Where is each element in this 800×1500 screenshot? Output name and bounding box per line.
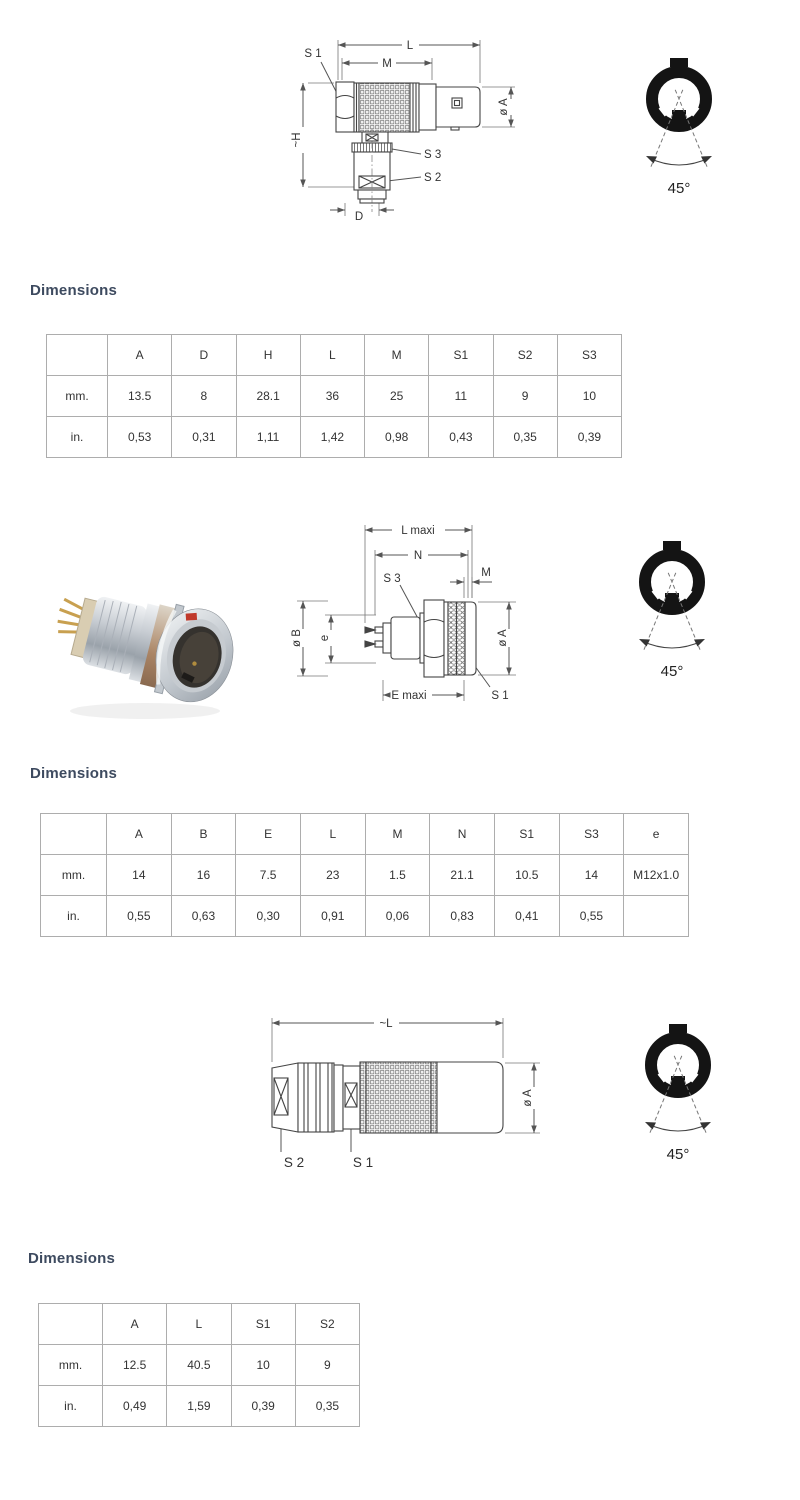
value-cell: 25 [365,376,429,417]
value-cell [624,896,689,937]
row-label: mm. [47,376,108,417]
dim-label-N: N [413,550,423,562]
ring-top-tab [670,58,688,67]
header-cell: S3 [559,814,624,855]
value-cell: 0,39 [231,1386,295,1427]
angle-value: 45° [666,1146,690,1163]
arc-arrowhead [645,1122,656,1130]
section-heading: Dimensions [30,282,118,299]
angle-arc [648,1124,708,1131]
header-cell: L [167,1304,231,1345]
value-cell: 0,39 [557,417,621,458]
value-cell: 0,30 [236,896,301,937]
table-row-mm [41,855,689,896]
header-cell: e [624,814,689,855]
header-cell: S2 [493,335,557,376]
arc-arrowhead [701,156,712,164]
value-cell: 0,41 [494,896,559,937]
value-cell: 0,06 [365,896,430,937]
header-cell: S1 [231,1304,295,1345]
connector-photo [50,558,240,728]
angle-value: 45° [660,663,684,680]
header-cell [41,814,107,855]
value-cell: 0,49 [103,1386,167,1427]
table-header-row [47,335,622,376]
header-cell: D [172,335,236,376]
section-heading: Dimensions [28,1250,116,1267]
receptacle-technical-drawing [280,505,570,720]
photo-shadow [70,703,220,719]
value-cell: 0,83 [430,896,495,937]
dimensions-table-2 [40,813,689,937]
value-cell: 10 [231,1345,295,1386]
header-cell: L [300,335,364,376]
table-row-in [47,417,622,458]
value-cell: 13.5 [108,376,172,417]
angle-arc [649,158,709,165]
value-cell: 1,11 [236,417,300,458]
value-cell: 21.1 [430,855,495,896]
dim-label-M: M [481,567,491,579]
header-cell: S2 [295,1304,359,1345]
connector-body [336,82,480,203]
value-cell: 0,91 [300,896,365,937]
value-cell: 0,98 [365,417,429,458]
value-cell: 14 [559,855,624,896]
arc-arrowhead [694,639,705,647]
dim-label-e: e [319,634,331,642]
dim-label-S3: S 3 [424,149,442,161]
value-cell: 7.5 [236,855,301,896]
photo-connector [50,575,240,710]
ring-top-tab [663,541,681,550]
value-cell: 28.1 [236,376,300,417]
row-label: in. [47,417,108,458]
ring-top-tab [669,1024,687,1033]
value-cell: 9 [295,1345,359,1386]
dim-label-Lmaxi: L maxi [401,525,435,537]
table-header-row [41,814,689,855]
dimension-lines [303,530,509,695]
header-cell: H [236,335,300,376]
dim-label-diaA: ø A [497,629,509,647]
value-cell: 0,53 [108,417,172,458]
value-cell: 0,35 [493,417,557,458]
header-cell: A [103,1304,167,1345]
dimensions-table-3 [38,1303,360,1427]
table-header-row [39,1304,360,1345]
dim-label-diaA: ø A [498,98,510,116]
value-cell: 16 [171,855,236,896]
dim-label-L: L [406,40,414,52]
value-cell: 10.5 [494,855,559,896]
value-cell: 12.5 [103,1345,167,1386]
header-cell: E [236,814,301,855]
value-cell: 9 [493,376,557,417]
dim-label-Emaxi: E maxi [391,690,427,702]
header-cell: A [107,814,172,855]
value-cell: M12x1.0 [624,855,689,896]
dim-label-diaB: ø B [291,629,303,647]
connector-body [365,600,476,677]
angle-value: 45° [667,180,691,197]
value-cell: 0,43 [429,417,493,458]
value-cell: 0,55 [107,896,172,937]
dim-label-S2: S 2 [283,1155,305,1170]
header-cell: M [365,335,429,376]
header-cell: L [300,814,365,855]
value-cell: 14 [107,855,172,896]
dim-label-H: ~H [291,132,303,148]
row-label: mm. [39,1345,103,1386]
dim-label-M: M [382,58,392,70]
extension-lines [297,525,516,701]
value-cell: 0,55 [559,896,624,937]
header-cell: N [430,814,495,855]
dim-label-S1: S 1 [352,1155,374,1170]
value-cell: 23 [300,855,365,896]
dim-label-diaA: ø A [522,1089,534,1107]
value-cell: 8 [172,376,236,417]
value-cell: 36 [300,376,364,417]
dim-label-S1: S 1 [304,48,322,60]
row-label: in. [41,896,107,937]
table-row-mm [47,376,622,417]
value-cell: 0,63 [171,896,236,937]
arc-arrowhead [700,1122,711,1130]
value-cell: 11 [429,376,493,417]
arc-arrowhead [646,156,657,164]
value-cell: 1,59 [167,1386,231,1427]
dim-label-D: D [354,211,364,223]
elbow-plug-technical-drawing [275,20,545,230]
table-row-in [39,1386,360,1427]
value-cell: 40.5 [167,1345,231,1386]
value-cell: 1,42 [300,417,364,458]
connector-body [272,1062,503,1133]
header-cell [47,335,108,376]
table-row-mm [39,1345,360,1386]
dim-label-S1: S 1 [491,690,509,702]
value-cell: 0,35 [295,1386,359,1427]
dim-label-S3: S 3 [383,573,401,585]
value-cell: 1.5 [365,855,430,896]
header-cell: B [171,814,236,855]
row-label: mm. [41,855,107,896]
row-label: in. [39,1386,103,1427]
dim-label-S2: S 2 [424,172,442,184]
value-cell: 10 [557,376,621,417]
header-cell: M [365,814,430,855]
keying-diagram [608,533,738,693]
straight-plug-technical-drawing [250,1000,550,1175]
header-cell: S1 [494,814,559,855]
angle-arc [642,641,702,648]
section-heading: Dimensions [30,765,118,782]
arc-arrowhead [639,639,650,647]
table-row-in [41,896,689,937]
dimensions-table-1 [46,334,622,458]
dim-label-L: ~L [379,1018,393,1030]
header-cell [39,1304,103,1345]
keying-diagram [614,1016,744,1176]
header-cell: S3 [557,335,621,376]
keying-diagram [615,50,745,210]
header-cell: S1 [429,335,493,376]
red-orientation-mark [186,613,197,621]
header-cell: A [108,335,172,376]
value-cell: 0,31 [172,417,236,458]
